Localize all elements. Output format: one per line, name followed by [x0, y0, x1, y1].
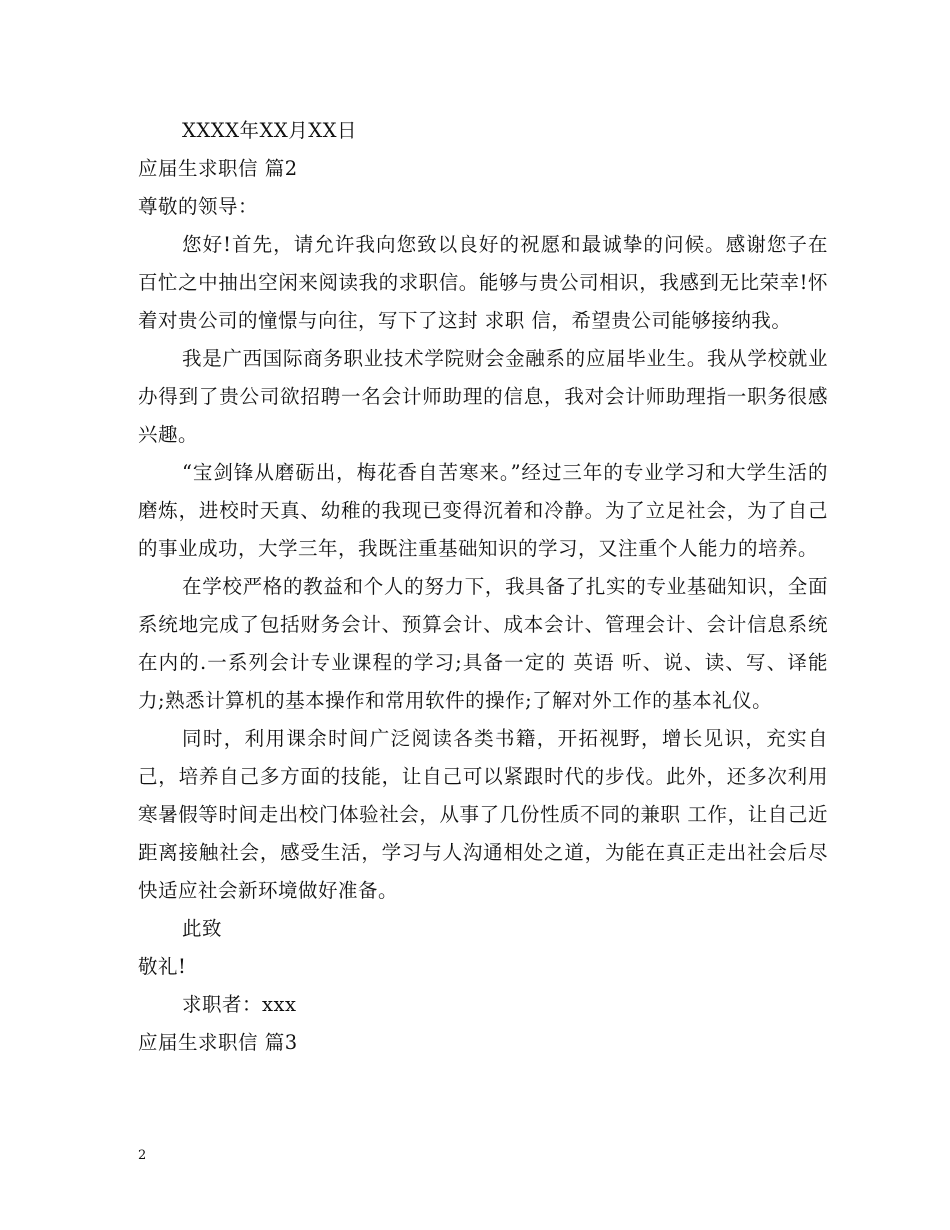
paragraph-activities: 同时，利用课余时间广泛阅读各类书籍，开拓视野，增长见识，充实自己，培养自己多方面的技能，让自己可以紧跟时代的步伐。此外，还多次利用寒暑假等时间走出校门体验社会，从事了几份性质不同的兼职 工作，让自己近距离接触社会，感受生活，学习与人沟通相处之道，为能在真正走出社会后尽快适应社会新环境做好准备。: [138, 727, 828, 902]
paragraph-study-experience: “宝剑锋从磨砺出，梅花香自苦寒来。”经过三年的专业学习和大学生活的磨炼，进校时天真、幼稚的我现已变得沉着和冷静。为了立足社会，为了自己的事业成功，大学三年，我既注重基础知识的学习，又注重个人能力的培养。: [138, 461, 828, 560]
paragraph-introduction: 我是广西国际商务职业技术学院财会金融系的应届毕业生。我从学校就业办得到了贵公司欲招聘一名会计师助理的信息，我对会计师助理指一职务很感兴趣。: [138, 347, 828, 446]
date-line: XXXX年XX月XX日: [182, 119, 358, 142]
section-title-3: 应届生求职信 篇3: [138, 1031, 298, 1054]
section-title-2: 应届生求职信 篇2: [138, 157, 298, 180]
page-number: 2: [138, 1148, 147, 1163]
letter-body: [138, 112, 828, 1062]
signature: 求职者：xxx: [182, 993, 297, 1016]
closing-salute: 敬礼!: [138, 955, 187, 978]
closing-greeting: 此致: [182, 917, 223, 940]
paragraph-greeting: 您好!首先，请允许我向您致以良好的祝愿和最诚挚的问候。感谢您子在百忙之中抽出空闲来阅读我的求职信。能够与贵公司相识，我感到无比荣幸!怀着对贵公司的憧憬与向往，写下了这封 求职 信，希望贵公司能够接纳我。: [138, 233, 828, 332]
paragraph-skills: 在学校严格的教益和个人的努力下，我具备了扎实的专业基础知识，全面系统地完成了包括财务会计、预算会计、成本会计、管理会计、会计信息系统在内的.一系列会计专业课程的学习;具备一定的 英语 听、说、读、写、译能力;熟悉计算机的基本操作和常用软件的操作;了解对外工作的基本礼仪。: [138, 575, 828, 712]
salutation: 尊敬的领导：: [138, 195, 259, 218]
